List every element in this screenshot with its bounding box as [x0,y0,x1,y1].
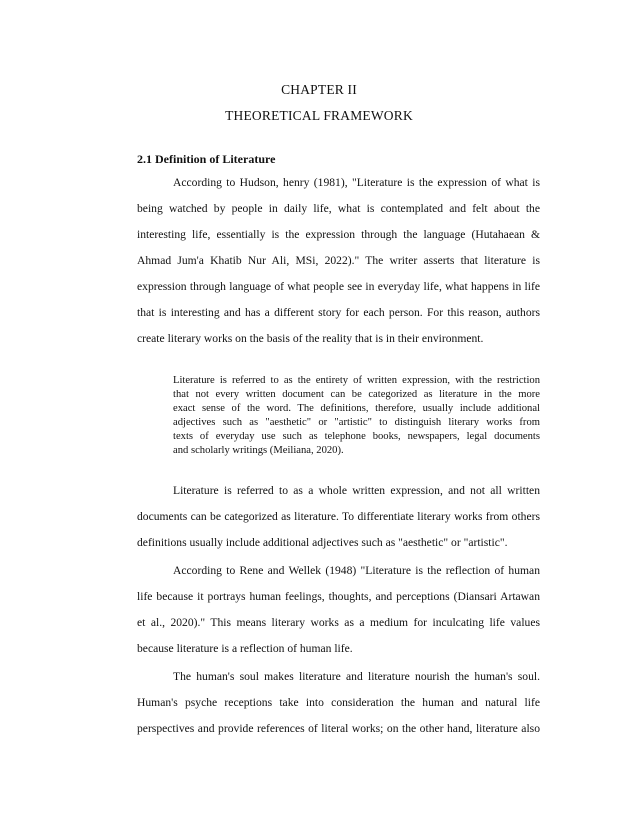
block-quote-line: that not every written document can be categorized as literature in the more [173,389,540,400]
block-quote-line: and scholarly writings (Meiliana, 2020). [173,445,344,456]
paragraph1-line: create literary works on the basis of the reality that is in their environment. [137,332,484,345]
paragraph1-line: being watched by people in daily life, what is contemplated and felt about the [137,202,540,215]
paragraph2-line: Literature is referred to as a whole written expression, and not all written [173,484,540,497]
paragraph1-line: that is interesting and has a different story for each person. For this reason, authors [137,306,540,319]
block-quote-line: exact sense of the word. The definitions, therefore, usually include additional [173,403,540,414]
chapter-number: CHAPTER II [281,82,357,97]
paragraph3-line: because literature is a reflection of human life. [137,642,353,655]
paragraph4-line: perspectives and provide references of literal works; on the other hand, literature also [137,722,540,735]
paragraph3-line: life because it portrays human feelings, thoughts, and perceptions (Diansari Artawan [137,590,540,603]
paragraph1-line: interesting life, essentially is the expression through the language (Hutahaean & [137,228,540,241]
block-quote-line: Literature is referred to as the entirety of written expression, with the restriction [173,375,540,386]
section-heading: 2.1 Definition of Literature [137,152,276,166]
block-quote-line: texts of everyday use such as telephone books, newspapers, legal documents [173,431,540,442]
paragraph4-line: The human's soul makes literature and literature nourish the human's soul. [173,670,540,683]
block-quote-line: adjectives such as "aesthetic" or "artistic" to distinguish literary works from [173,417,540,428]
paragraph3-line: According to Rene and Wellek (1948) "Literature is the reflection of human [173,564,540,577]
paragraph2-line: definitions usually include additional adjectives such as "aesthetic" or "artistic". [137,536,508,549]
paragraph1-line: Ahmad Jum'a Khatib Nur Ali, MSi, 2022)." The writer asserts that literature is [137,254,540,267]
paragraph1-line: According to Hudson, henry (1981), "Literature is the expression of what is [173,176,540,189]
chapter-title: THEORETICAL FRAMEWORK [225,108,413,123]
paragraph3-line: et al., 2020)." This means literary works as a medium for inculcating life values [137,616,540,629]
paragraph1-line: expression through language of what people see in everyday life, what happens in life [137,280,540,293]
paragraph4-line: Human's psyche receptions take into consideration the human and natural life [137,696,540,709]
paragraph2-line: documents can be categorized as literature. To differentiate literary works from others [137,510,540,523]
